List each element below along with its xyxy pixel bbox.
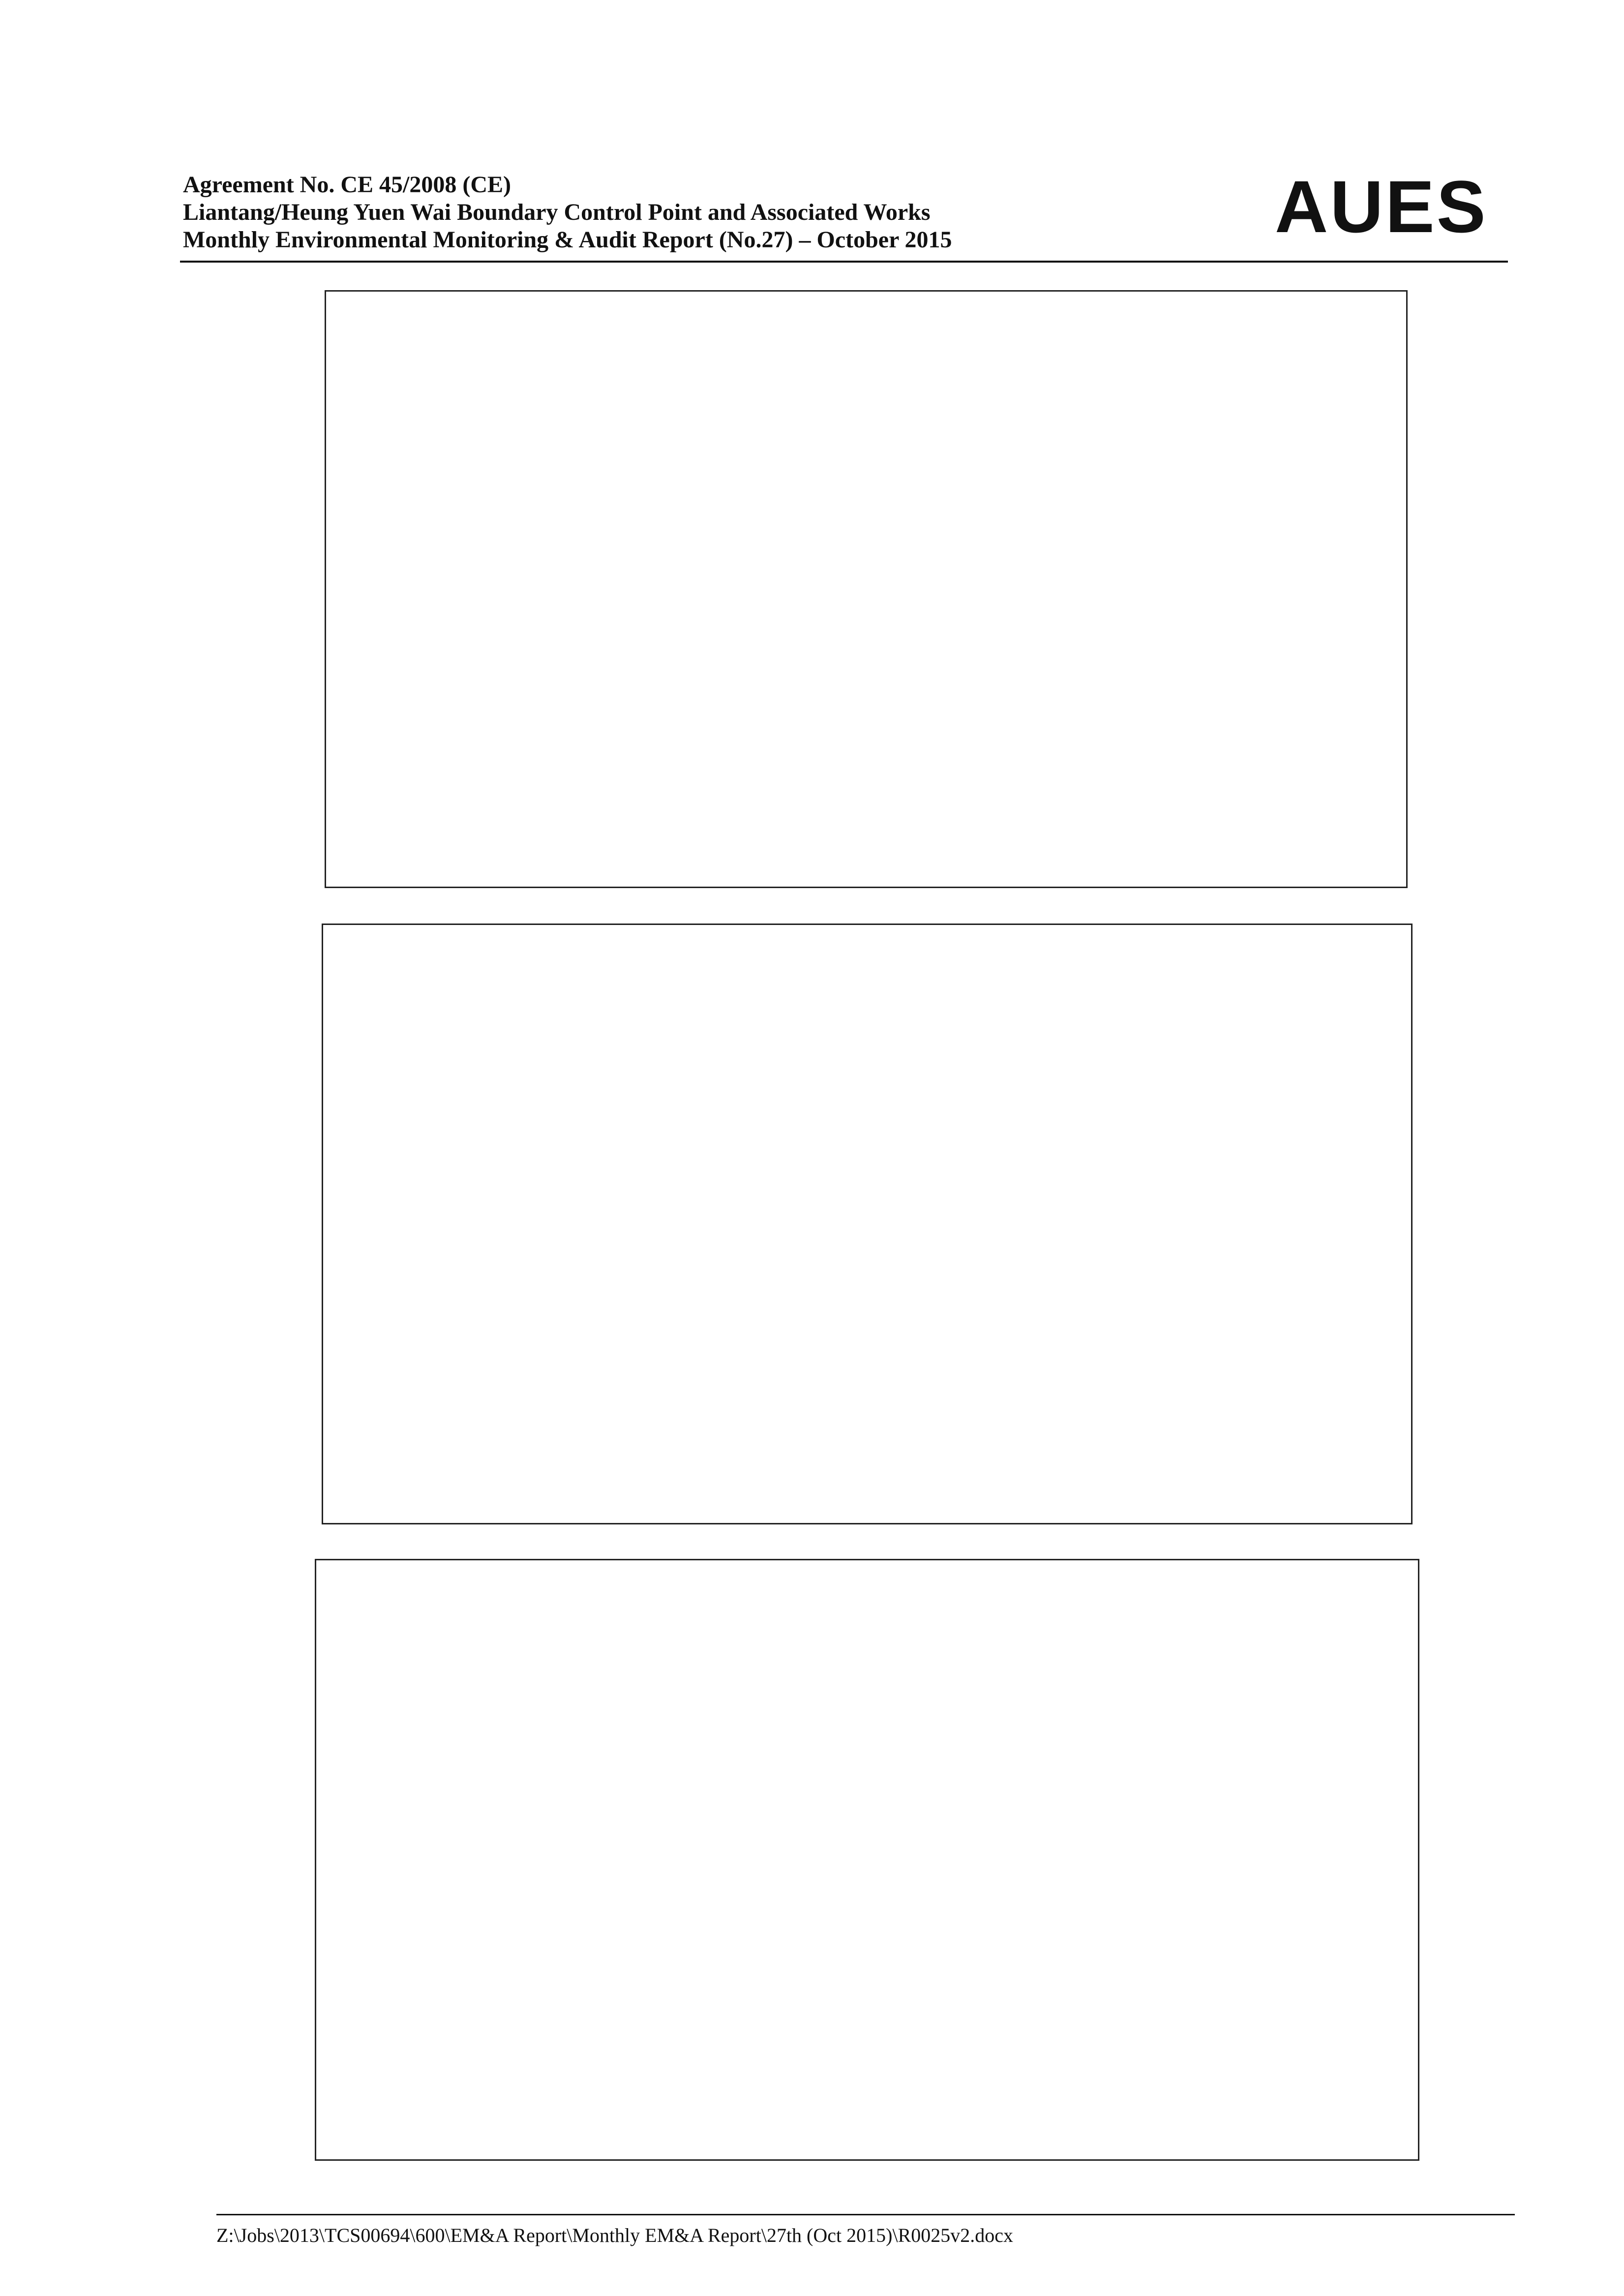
report-title: Monthly Environmental Monitoring & Audit Report (No.27) – October 2015 bbox=[183, 227, 952, 253]
chart-am5a-svg bbox=[323, 925, 1411, 1523]
chart-am4b bbox=[325, 290, 1408, 888]
chart-am6 bbox=[315, 1559, 1419, 2161]
footer-divider bbox=[216, 2214, 1515, 2215]
chart-am4b-svg bbox=[326, 292, 1406, 887]
aues-logo bbox=[1275, 167, 1488, 246]
agreement-number: Agreement No. CE 45/2008 (CE) bbox=[183, 172, 511, 198]
project-title: Liantang/Heung Yuen Wai Boundary Control Point and Associated Works bbox=[183, 199, 931, 225]
header-divider bbox=[180, 261, 1508, 263]
chart-am6-svg bbox=[316, 1560, 1418, 2159]
logo-text: AUES bbox=[1275, 165, 1488, 248]
chart-am5a bbox=[322, 924, 1413, 1524]
file-path: Z:\Jobs\2013\TCS00694\600\EM&A Report\Monthly EM&A Report\27th (Oct 2015)\R0025v2.docx bbox=[216, 2224, 1013, 2246]
